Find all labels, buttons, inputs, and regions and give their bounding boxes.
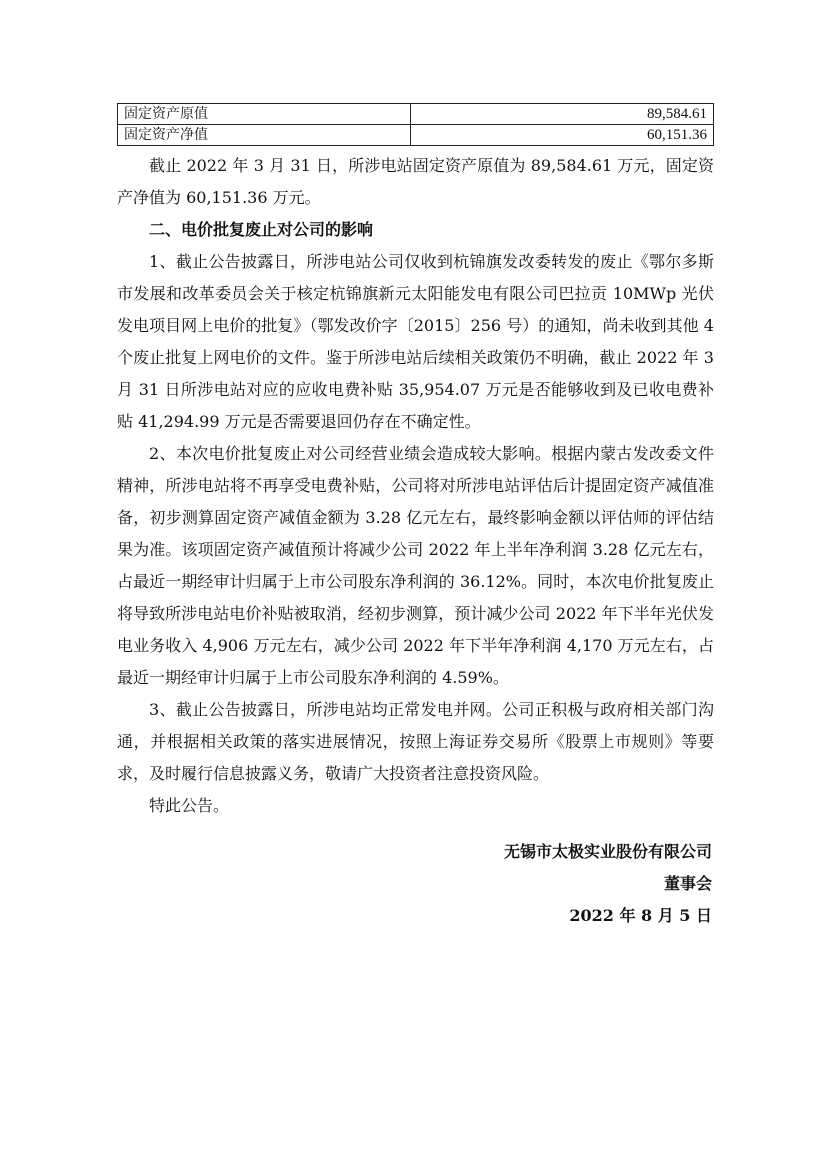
row-label: 固定资产原值: [118, 104, 411, 125]
paragraph-closing: 特此公告。: [149, 796, 230, 815]
row-value: 89,584.61: [411, 104, 714, 125]
fixed-assets-table: [117, 103, 714, 146]
paragraph-item-2: 2、本次电价批复废止对公司经营业绩会造成较大影响。根据内蒙古发改委文件精神，所涉电站将不再享受电费补贴，公司将对所涉电站评估后计提固定资产减值准备，初步测算固定资产减值金额为 3.28 亿元左右，最终影响金额以评估师的评估结果为准。该项固定资产减值预计将减少公司 2022 年上半年净利润 3.28 亿元左右，占最近一期经审计归属于上市公司股东净利润的 36.12%。同时，本次电价批复废止将导致所涉电站电价补贴被取消，经初步测算，预计减少公司 2022 年下半年光伏发电业务收入 4,906 万元左右，减少公司 2022 年下半年净利润 4,170 万元左右，占最近一期经审计归属于上市公司股东净利润的 4.59%。: [117, 444, 714, 687]
company-name: 无锡市太极实业股份有限公司: [503, 842, 712, 861]
table-row: [118, 125, 714, 146]
row-value: 60,151.36: [411, 125, 714, 146]
announcement-body: [117, 150, 714, 822]
section-heading: 二、电价批复废止对公司的影响: [149, 220, 374, 239]
board-name: 董事会: [663, 874, 712, 893]
paragraph-asset-summary: 截止 2022 年 3 月 31 日，所涉电站固定资产原值为 89,584.61 万元，固定资产净值为 60,151.36 万元。: [117, 156, 714, 207]
signature-date: 2022 年 8 月 5 日: [569, 906, 712, 925]
row-label: 固定资产净值: [118, 125, 411, 146]
paragraph-item-3: 3、截止公告披露日，所涉电站均正常发电并网。公司正积极与政府相关部门沟通，并根据相关政策的落实进展情况，按照上海证券交易所《股票上市规则》等要求，及时履行信息披露义务，敬请广大投资者注意投资风险。: [117, 700, 714, 783]
signature-block: [504, 836, 712, 932]
paragraph-item-1: 1、截止公告披露日，所涉电站公司仅收到杭锦旗发改委转发的废止《鄂尔多斯市发展和改革委员会关于核定杭锦旗新元太阳能发电有限公司巴拉贡 10MWp 光伏发电项目网上电价的批复》（鄂发改价字〔2015〕256 号）的通知，尚未收到其他 4 个废止批复上网电价的文件。鉴于所涉电站后续相关政策仍不明确，截止 2022 年 3 月 31 日所涉电站对应的应收电费补贴 35,954.07 万元是否能够收到及已收电费补贴 41,294.99 万元是否需要退回仍存在不确定性。: [117, 252, 714, 431]
table-row: [118, 104, 714, 125]
